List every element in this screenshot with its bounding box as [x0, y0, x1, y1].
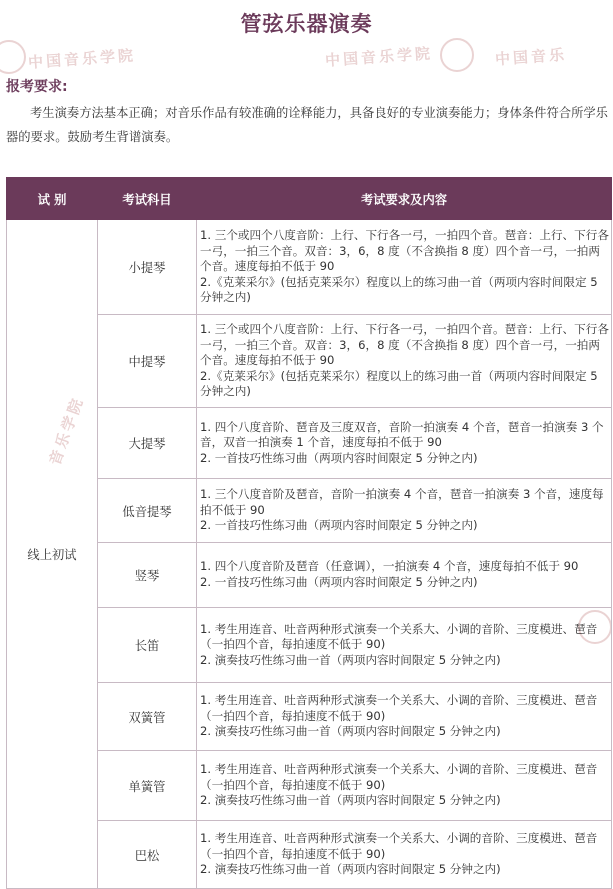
subject-cell: 中提琴: [98, 315, 197, 408]
watermark-logo-top-left: 中国音乐学院: [27, 46, 137, 72]
subject-cell: 双簧管: [98, 683, 197, 751]
exam-category-cell: 线上初试: [7, 220, 98, 889]
table-row: [7, 408, 612, 479]
header-requirements: 考试要求及内容: [197, 178, 612, 220]
table-row: [7, 751, 612, 821]
requirement-line: 2. 演奏技巧性练习曲一首（两项内容时间限定 5 分钟之内): [200, 862, 501, 877]
requirement-line: 1. 三个或四个八度音阶：上行、下行各一弓，一拍四个音。琶音：上行、下行各一弓，一拍三个音。双音：3，6，8 度（不含换指 8 度）四个音一弓，一拍两个音。速度每拍不低于 90: [200, 228, 609, 274]
requirements-cell: [197, 751, 612, 821]
header-subject: 考试科目: [98, 178, 197, 220]
requirements-cell: [197, 543, 612, 608]
requirement-line: 2.《克莱采尔》(包括克莱采尔）程度以上的练习曲一首（两项内容时间限定 5 分钟之内): [200, 274, 598, 305]
requirements-cell: [197, 408, 612, 479]
table-row: [7, 543, 612, 608]
requirements-cell: [197, 479, 612, 543]
requirement-line: 1. 考生用连音、吐音两种形式演奏一个关系大、小调的音阶、三度模进、琶音（一拍四个音，每拍速度不低于 90): [200, 621, 598, 652]
requirements-cell: [197, 315, 612, 408]
requirement-line: 2. 一首技巧性练习曲（两项内容时间限定 5 分钟之内): [200, 575, 478, 589]
table-row: [7, 315, 612, 408]
exam-table: [6, 177, 612, 889]
requirement-line: 2. 演奏技巧性练习曲一首（两项内容时间限定 5 分钟之内): [200, 793, 501, 808]
requirements-cell: [197, 821, 612, 889]
requirements-heading: 报考要求:: [6, 79, 68, 95]
header-exam-type: 试 别: [7, 178, 98, 220]
requirement-line: 2. 一首技巧性练习曲（两项内容时间限定 5 分钟之内): [200, 450, 478, 465]
requirement-line: 1. 四个八度音阶、琶音及三度双音，音阶一拍演奏 4 个音，琶音一拍演奏 3 个音，双音一拍演奏 1 个音，速度每拍不低于 90: [200, 419, 604, 450]
requirement-line: 1. 考生用连音、吐音两种形式演奏一个关系大、小调的音阶、三度模进、琶音（一拍四个音，每拍速度不低于 90): [200, 693, 598, 723]
watermark-logo-top-right: 中国音乐: [494, 45, 568, 69]
subject-cell: 单簧管: [98, 751, 197, 821]
watermark-logo-top-mid: 中国音乐学院: [324, 44, 434, 70]
table-row: [7, 821, 612, 889]
subject-cell: 大提琴: [98, 408, 197, 479]
subject-cell: 小提琴: [98, 220, 197, 315]
table-row: [7, 220, 612, 315]
requirement-line: 2. 演奏技巧性练习曲一首（两项内容时间限定 5 分钟之内): [200, 724, 501, 739]
requirements-text: 考生演奏方法基本正确；对音乐作品有较准确的诠释能力，具备良好的专业演奏能力；身体条件符合所学乐器的要求。鼓励考生背谱演奏。: [6, 106, 608, 144]
requirement-line: 1. 考生用连音、吐音两种形式演奏一个关系大、小调的音阶、三度模进、琶音（一拍四个音，每拍速度不低于 90): [200, 762, 598, 792]
watermark-seal-icon: [440, 38, 474, 72]
table-row: [7, 479, 612, 543]
requirements-cell: [197, 608, 612, 683]
watermark-logo-left: 音乐学院: [45, 393, 88, 468]
subject-cell: 低音提琴: [98, 479, 197, 543]
requirement-line: 2. 一首技巧性练习曲（两项内容时间限定 5 分钟之内): [200, 518, 478, 533]
subject-cell: 巴松: [98, 821, 197, 889]
watermark-seal-icon: [0, 40, 26, 74]
requirements-cell: [197, 683, 612, 751]
requirement-line: 1. 三个或四个八度音阶：上行、下行各一弓，一拍四个音。琶音：上行、下行各一弓，一拍三个音。双音：3，6，8 度（不含换指 8 度）四个音一弓，一拍两个音。速度每拍不低于 90: [200, 322, 609, 368]
requirement-line: 2.《克莱采尔》(包括克莱采尔）程度以上的练习曲一首（两项内容时间限定 5 分钟之内): [200, 368, 598, 399]
requirements-cell: [197, 220, 612, 315]
requirement-line: 1. 四个八度音阶及琶音（任意调），一拍演奏 4 个音，速度每拍不低于 90: [200, 559, 579, 574]
table-row: [7, 608, 612, 683]
requirement-line: 1. 考生用连音、吐音两种形式演奏一个关系大、小调的音阶、三度模进、琶音（一拍四个音，每拍速度不低于 90): [200, 831, 598, 861]
requirement-line: 2. 演奏技巧性练习曲一首（两项内容时间限定 5 分钟之内): [200, 652, 501, 667]
subject-cell: 竖琴: [98, 543, 197, 608]
requirement-line: 1. 三个八度音阶及琶音，音阶一拍演奏 4 个音，琶音一拍演奏 3 个音，速度每拍不低于 90: [200, 487, 604, 517]
table-header-row: [7, 178, 612, 220]
subject-cell: 长笛: [98, 608, 197, 683]
page-title: 管弦乐器演奏: [240, 12, 373, 36]
table-row: [7, 683, 612, 751]
